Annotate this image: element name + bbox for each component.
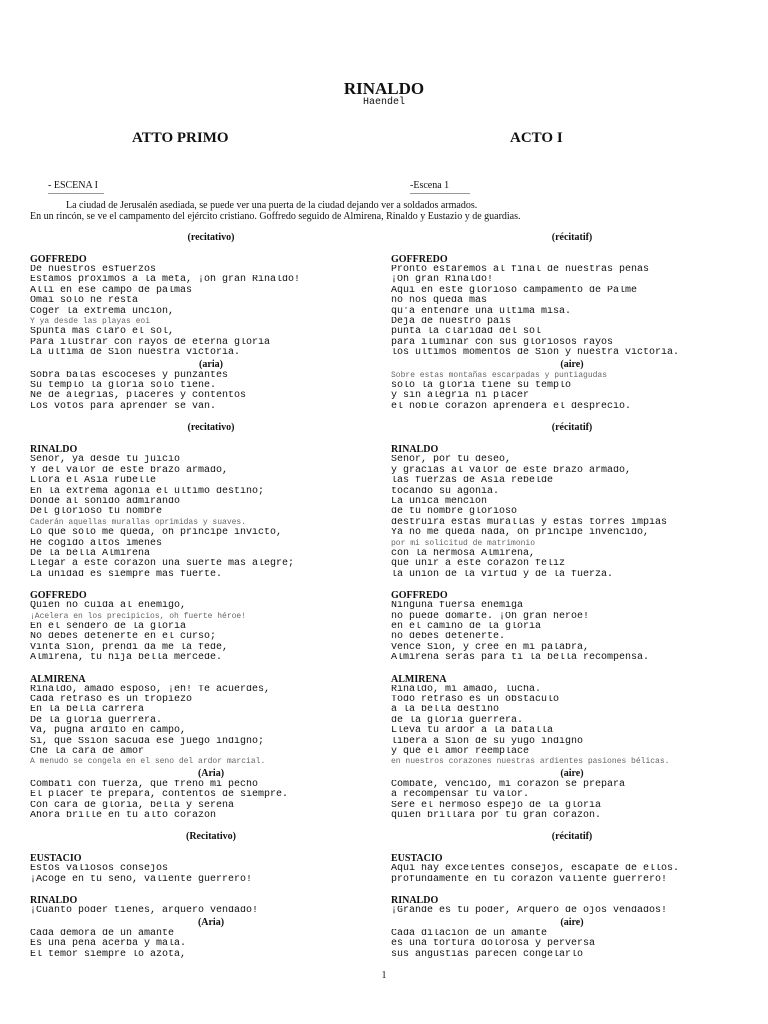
verse-line: ¡Acelera en los precipicios, oh fuerte héroe! bbox=[30, 611, 247, 621]
verse-line: Señor, por tu deseo, bbox=[391, 455, 512, 466]
verse-line: Los votos para aprender se van. bbox=[30, 401, 217, 412]
section-heading: (Aria) bbox=[197, 916, 225, 928]
verse-line: para iluminar con sus gloriosos rayos bbox=[391, 337, 614, 348]
stage-direction-line: En un rincón, se ve el campamento del ejército cristiano. Goffredo seguido de Almirena, Rinaldo y Eustazio y de guardias. bbox=[30, 211, 521, 222]
speaker-name: ALMIRENA bbox=[391, 673, 447, 685]
act-heading-left: ATTO PRIMO bbox=[132, 130, 229, 146]
verse-line: el noble corazón aprenderá el desprecio. bbox=[391, 401, 632, 412]
spacer bbox=[391, 664, 753, 674]
section-heading: (Recitativo) bbox=[186, 831, 236, 843]
verse-line: ¡Grande es tu poder, Arquero de ojos vendados! bbox=[391, 906, 668, 917]
verse-line: de la gloria guerrera. bbox=[391, 715, 524, 726]
verse-line: He cogido altos imenes bbox=[30, 538, 163, 549]
verse-line: Almirena, tu hija bella mercede. bbox=[30, 653, 223, 664]
spacer bbox=[391, 580, 753, 590]
speaker-name: EUSTACIO bbox=[30, 853, 82, 865]
verse-line: Cada dilación de un amante bbox=[391, 928, 548, 939]
speaker-name: GOFFREDO bbox=[391, 254, 448, 265]
verse-line: y gracias al valor de este brazo armado, bbox=[391, 465, 632, 476]
verse-line: y que el amor reemplace bbox=[391, 747, 530, 758]
verse-line: Almirena serás para ti la bella recompensa. bbox=[391, 653, 650, 664]
spacer bbox=[391, 244, 753, 254]
verse-line: Sobra balas escoceses y punzantes bbox=[30, 370, 229, 381]
composer-name: Haendel bbox=[362, 97, 405, 108]
verse-line: destruirá estas murallas y estas torres impías bbox=[391, 517, 668, 528]
verse-line: La última de Sion nuestra victoria. bbox=[30, 348, 241, 359]
verse-line: Lleva tu ardor a la batalla bbox=[391, 726, 554, 737]
verse-line: Pronto estaremos al final de nuestras penas bbox=[391, 265, 650, 275]
verse-line: a la bella destino bbox=[391, 705, 500, 716]
spacer bbox=[391, 843, 753, 853]
verse-line: Spunta más claro el sol, bbox=[30, 327, 175, 338]
section-heading: (récitatif) bbox=[551, 831, 593, 843]
verse-line: ¡Oh gran Rinaldo! bbox=[391, 275, 494, 286]
verse-line: quien brillará por tu gran corazón. bbox=[391, 811, 602, 822]
act-heading-right: ACTO I bbox=[510, 130, 563, 146]
verse-line: Y del valor de este brazo armado, bbox=[30, 465, 229, 476]
verse-line: sus angustias parecen congelarlo bbox=[391, 949, 584, 960]
verse-line: Para ilustrar con rayos de eterna gloria bbox=[30, 337, 271, 348]
spacer bbox=[30, 580, 392, 590]
verse-line: los últimos momentos de Sion y nuestra victoria. bbox=[391, 348, 680, 359]
section-heading: (recitativo) bbox=[187, 422, 235, 434]
section-heading: (récitatif) bbox=[551, 422, 593, 434]
spacer bbox=[30, 434, 392, 444]
verse-line: Es una pena acerba y mala. bbox=[30, 939, 187, 950]
verse-line: en nuestros corazones nuestras ardientes pasiones bélicas. bbox=[391, 757, 670, 767]
section-heading: (aire) bbox=[560, 358, 584, 370]
verse-line: Vinta Sion, prendí da me la fede, bbox=[30, 642, 229, 653]
verse-line: La única mención bbox=[391, 496, 488, 507]
verse-line: Va, pugna ardito en campo, bbox=[30, 726, 187, 737]
verse-line: Ahora brille en tu alto corazón bbox=[30, 811, 217, 822]
verse-line: Combatí con fuerza, que freno mi pecho bbox=[30, 779, 259, 790]
spacer bbox=[30, 412, 392, 422]
verse-line: Llegar a este corazón una suerte más alegre; bbox=[30, 559, 295, 570]
verse-line: que unir a este corazón feliz bbox=[391, 559, 566, 570]
spacer bbox=[391, 821, 753, 831]
speaker-name: RINALDO bbox=[30, 895, 78, 907]
verse-line: ¡Acoge en tu seno, valiente guerrero! bbox=[30, 874, 253, 885]
verse-line: La unidad es siempre más fuerte. bbox=[30, 569, 223, 580]
verse-line: Y ya desde las playas eoi bbox=[30, 317, 151, 327]
speaker-name: ALMIRENA bbox=[30, 673, 86, 685]
verse-line: no nos queda más bbox=[391, 296, 488, 307]
verse-line: Todo retraso es un obstáculo bbox=[391, 695, 560, 705]
verse-line: De la bella Almirena bbox=[30, 548, 151, 559]
verse-line: Del glorioso tu nombre bbox=[30, 507, 163, 518]
page-number: 1 bbox=[381, 970, 387, 981]
speaker-name: GOFFREDO bbox=[30, 590, 87, 602]
verse-line: Donde al sonido admirando bbox=[30, 496, 181, 507]
spacer bbox=[30, 821, 392, 831]
verse-line: De la gloria guerrera. bbox=[30, 715, 163, 726]
verse-line: Quien no cuida al enemigo, bbox=[30, 601, 187, 612]
verse-line: Déjà de nuestro país bbox=[391, 317, 512, 328]
spacer bbox=[30, 664, 392, 674]
verse-line: Cada demora de un amante bbox=[30, 928, 175, 939]
verse-line: punta la claridad del sol bbox=[391, 327, 542, 338]
verse-line: no puede domarte. ¡Oh gran héroe! bbox=[391, 611, 590, 622]
speaker-name: RINALDO bbox=[391, 895, 439, 907]
verse-line: por mi solicitud de matrimonio bbox=[391, 538, 536, 548]
verse-line: Si, que Ssion sacuda ese juego indigno; bbox=[30, 736, 265, 747]
spacer bbox=[391, 885, 753, 895]
section-heading: (Aria) bbox=[197, 767, 225, 779]
verse-line: Che la cara de amor bbox=[30, 747, 145, 758]
verse-line: Rinaldo, mi amado, lucha. bbox=[391, 684, 542, 695]
verse-line: a recompensar tu valor. bbox=[391, 790, 530, 801]
verse-line: Omai solo ne resta bbox=[30, 296, 139, 307]
verse-line: Estos valiosos consejos bbox=[30, 864, 169, 875]
verse-line: profundamente en tu corazón valiente guerrero! bbox=[391, 874, 668, 885]
stage-direction-line: La ciudad de Jerusalén asediada, se puede ver una puerta de la ciudad dejando ver a soldados armados. bbox=[66, 200, 478, 211]
verse-line: las fuerzas de Asia rebelde bbox=[391, 476, 554, 487]
verse-line: Combate, vencido, mi corazón se prepara bbox=[391, 779, 626, 790]
verse-line: Su templo la gloria solo tiene. bbox=[30, 381, 217, 392]
verse-line: Rinaldo, amado esposo, ¡eh! Te acuerdes, bbox=[30, 684, 271, 695]
verse-line: En la bella carrera bbox=[30, 705, 145, 716]
section-heading: (aria) bbox=[199, 358, 223, 370]
verse-line: Coger la extrema unción, bbox=[30, 306, 175, 317]
spacer bbox=[30, 244, 392, 254]
verse-line: Caderán aquellas murallas oprimidas y suaves. bbox=[30, 517, 247, 527]
verse-line: de tu nombre glorioso bbox=[391, 507, 518, 518]
verse-line: no debes detenerte. bbox=[391, 632, 506, 643]
verse-line: Allí en ese campo de palmas bbox=[30, 285, 193, 296]
scene-heading-right: -Escena 1 bbox=[410, 180, 470, 194]
verse-line: Señor, ya desde tu juicio bbox=[30, 455, 181, 466]
verse-line: El temor siempre lo azota, bbox=[30, 949, 187, 960]
verse-line: Aquí en este glorioso campamento de Palme bbox=[391, 285, 638, 296]
verse-line: Cada retraso es un tropiezo bbox=[30, 695, 193, 705]
verse-line: es una tortura dolorosa y perversa bbox=[391, 939, 596, 950]
verse-line: y sin alegría ni placer bbox=[391, 391, 530, 402]
verse-line: tocando su agonía. bbox=[391, 486, 500, 497]
verse-line: Vence Sion, y cree en mi palabra, bbox=[391, 642, 590, 653]
stage-direction bbox=[30, 200, 750, 222]
spacer bbox=[391, 412, 753, 422]
section-heading: (recitativo) bbox=[187, 232, 235, 243]
speaker-name: GOFFREDO bbox=[391, 590, 448, 602]
speaker-name: RINALDO bbox=[391, 444, 439, 456]
verse-line: Seré el hermoso espejo de la gloria bbox=[391, 800, 602, 811]
page-title: RINALDO bbox=[343, 79, 425, 98]
verse-line: ¡Cuánto poder tienes, arquero vendado! bbox=[30, 906, 259, 917]
spacer bbox=[30, 885, 392, 895]
speaker-name: EUSTACIO bbox=[391, 853, 443, 865]
verse-line: A menudo se congela en el seno del ardor marcial. bbox=[30, 757, 266, 767]
verse-line: en el camino de la gloria bbox=[391, 621, 542, 632]
verse-line: libera a Sion de su yugo indigno bbox=[391, 736, 584, 747]
spacer bbox=[391, 434, 753, 444]
verse-line: El placer te prepara, contentos de siempre. bbox=[30, 790, 289, 801]
verse-line: Ninguna fuersa enemiga bbox=[391, 601, 524, 612]
section-heading: (aire) bbox=[560, 767, 584, 779]
verse-line: con la hermosa Almirena, bbox=[391, 548, 536, 559]
verse-line: Né de alegrías, placeres y contentos bbox=[30, 391, 247, 402]
libretto-column-right bbox=[391, 232, 753, 960]
verse-line: Lo que solo me queda, oh príncipe invicto, bbox=[30, 528, 283, 539]
speaker-name: GOFFREDO bbox=[30, 254, 87, 265]
verse-line: Con cara de gloria, bella y serena bbox=[30, 800, 235, 811]
section-heading: (récitatif) bbox=[551, 232, 593, 243]
verse-line: No debes detenerte en el curso; bbox=[30, 632, 217, 643]
verse-line: En el sendero de la gloria bbox=[30, 621, 187, 632]
libretto-column-left bbox=[30, 232, 392, 960]
verse-line: Llora el Asia rubelle bbox=[30, 476, 157, 487]
verse-line: En la extrema agonía el último destino; bbox=[30, 486, 265, 497]
verse-line: la unión de la virtud y de la fuerza. bbox=[391, 569, 614, 580]
verse-line: Estamos próximos a la meta, ¡oh gran Rinaldo! bbox=[30, 275, 301, 286]
verse-line: qu'à entendre una última misa. bbox=[391, 306, 572, 317]
verse-line: solo la gloria tiene su templo bbox=[391, 381, 572, 392]
verse-line: Ya no me queda nada, oh príncipe invencido, bbox=[391, 528, 650, 539]
verse-line: De nuestros esfuerzos bbox=[30, 265, 157, 275]
verse-line: Aquí hay excelentes consejos, escápate de ellos. bbox=[391, 864, 680, 875]
speaker-name: RINALDO bbox=[30, 444, 78, 456]
verse-line: Sobre estas montañas escarpadas y puntiagudas bbox=[391, 370, 608, 380]
spacer bbox=[30, 843, 392, 853]
scene-heading-left: - ESCENA I bbox=[48, 180, 104, 194]
section-heading: (aire) bbox=[560, 916, 584, 928]
